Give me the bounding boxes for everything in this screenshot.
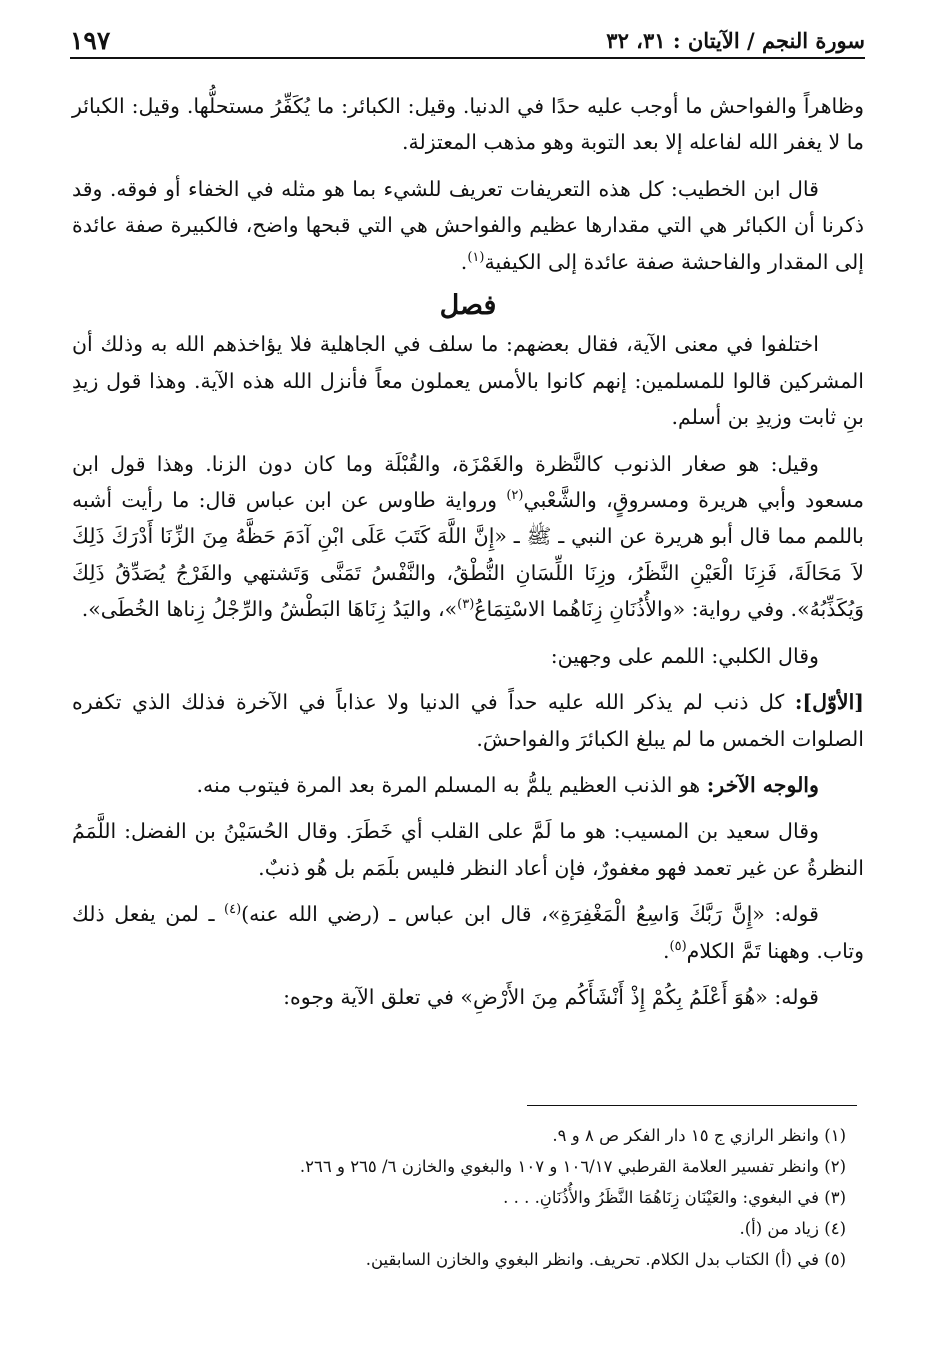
footnote-1: (١) وانظر الرازي ج ١٥ دار الفكر ص ٨ و ٩. [552, 1126, 846, 1145]
paragraph-text-b: ـ لمن يفعل ذلك وتاب. وههنا تَمَّ الكلام [72, 902, 864, 963]
main-text [72, 88, 864, 1015]
paragraph-kalbi: وقال الكلبي: اللمم على وجهين: [550, 643, 819, 668]
paragraph-end: . [662, 938, 670, 963]
paragraph-wasi-maghfira [72, 896, 864, 969]
running-title: سورة النجم / الآيتان : ٣١، ٣٢ [606, 28, 865, 53]
section-title: فصل [439, 290, 497, 322]
paragraph-first-aspect [72, 684, 864, 757]
footnote-3: (٣) في البغوي: والعَيْنَان زِنَاهُمَا النَّظَرُ والأُذُنَانِ. . . . [503, 1188, 846, 1207]
paragraph-text-a: قوله: «إِنَّ رَبَّكَ وَاسِعُ الْمَغْفِرَةِ»، قال ابن عباس ـ (رضي الله عنه) [241, 902, 819, 927]
paragraph-lamam-hadith [72, 446, 864, 628]
other-aspect-label: والوجه الآخر: [706, 772, 819, 797]
footnote-ref-2: (٢) [506, 488, 524, 504]
paragraph-ibn-khatib [72, 171, 864, 280]
footnote-5: (٥) في (أ) الكتاب بدل الكلام. تحريف. وانظر البغوي والخازن السابقين. [365, 1250, 846, 1269]
footnote-ref-1: (١) [467, 249, 485, 265]
paragraph-text-a: وقيل: هو صغار الذنوب كالنَّظرة والغَمْزَة، والقُبْلَة وما كان دون الزنا. وهذا قول ابن مسعود وأبي هريرة ومسروقٍ، والشَّعْبي [72, 451, 865, 513]
paragraph-kabair-definitions: وظاهراً والفواحش ما أوجب عليه حدًا في الدنيا. وقيل: الكبائر: ما يُكَفِّرُ مستحلُّها. وقيل: الكبائر ما لا يغفر الله لفاعله إلا بعد التوبة وهو مذهب المعتزلة. [72, 94, 864, 155]
paragraph-text: قال ابن الخطيب: كل هذه التعريفات تعريف للشيء بما هو مثله في الخفاء أو فوقه. وقد ذكرنا أن الكبائر هي التي مقدارها عظيم والفواحش هي التي قبحها واضح، فالكبيرة صفة عائدة إلى المقدار والفاحشة صفة عائدة إلى الكيفية [72, 176, 864, 274]
footnote-ref-5: (٥) [669, 938, 687, 954]
header-rule [70, 57, 865, 59]
paragraph-text-b: ورواية طاوس عن ابن عباس قال: ما رأيت أشبه باللمم مما قال أبو هريرة عن النبي ـ ﷺ ـ «إِنَّ اللَّهَ كَتَبَ عَلَى ابْنِ آدَمَ حَظَّهُ مِنَ الزِّنَا أَدْرَكَ ذَلِكَ لاَ مَحَالَةَ، فَزِنَا الْعَيْنِ النَّظَرُ، وزِنَا اللِّسَانِ النُّطْقُ، والنَّفْسُ تَمَنَّى وَتَشتهي والفَرْجُ يُصَدِّقُ ذَلِكَ وَيُكَذِّبُهُ». وفي رواية: «والأُذُنَانِ زِنَاهُما الاسْتِمَاعُ [72, 488, 864, 622]
footnote-ref-3: (٣) [457, 597, 475, 613]
page-number: ١٩٧ [70, 26, 111, 55]
first-aspect-text: كل ذنب لم يذكر الله عليه حداً في الدنيا ولا عذاباً في الآخرة فذلك الذي تكفره الصلوات الخمس ما لم يبلغ الكبائرَ والفواحشَ. [72, 690, 864, 751]
paragraph-ikhtilaf: اختلفوا في معنى الآية، فقال بعضهم: ما سلف في الجاهلية فلا يؤاخذهم الله به وذلك أن المشركين قالوا للمسلمين: إنهم كانوا بالأمس يعملون معاً فأنزل الله هذه الآية. وهذا قول زيدِ بنِ ثابت وزيدِ بن أسلم. [72, 332, 864, 430]
footnote-ref-4: (٤) [224, 902, 242, 918]
paragraph-huwa-alam: قوله: «هُوَ أَعْلَمُ بِكُمْ إِذْ أَنْشَأَكُم مِنَ الأَرْضِ» في تعلق الآية وجوه: [283, 984, 819, 1009]
page-header [70, 20, 865, 60]
first-aspect-label: [الأوّل]: [794, 690, 864, 715]
footnote-4: (٤) زياد من (أ). [739, 1219, 846, 1238]
other-aspect-text: هو الذنب العظيم يلمُّ به المسلم المرة بعد المرة فيتوب منه. [196, 772, 707, 797]
paragraph-text-c: »، واليَدُ زِنَاهَا البَطْشُ والرِّجْلُ زِناها الخُطَى». [81, 597, 458, 622]
footnote-separator [527, 1105, 857, 1106]
footnotes [72, 1120, 864, 1275]
paragraph-other-aspect [72, 767, 864, 803]
paragraph-end: . [460, 249, 468, 274]
paragraph-said-ibn-musayyib: وقال سعيد بن المسيب: هو ما لَمَّ على القلب أي خَطَرَ. وقال الحُسَيْنُ بن الفضل: اللَّمَمُ النظرةُ عن غير تعمد فهو مغفورٌ، فإن أعاد النظر فليس بلَمَم بل هُو ذنبٌ. [72, 819, 864, 880]
footnote-2: (٢) وانظر تفسير العلامة القرطبي ١٠٦/١٧ و ١٠٧ والبغوي والخازن ٦/ ٢٦٥ و ٢٦٦. [299, 1157, 846, 1176]
